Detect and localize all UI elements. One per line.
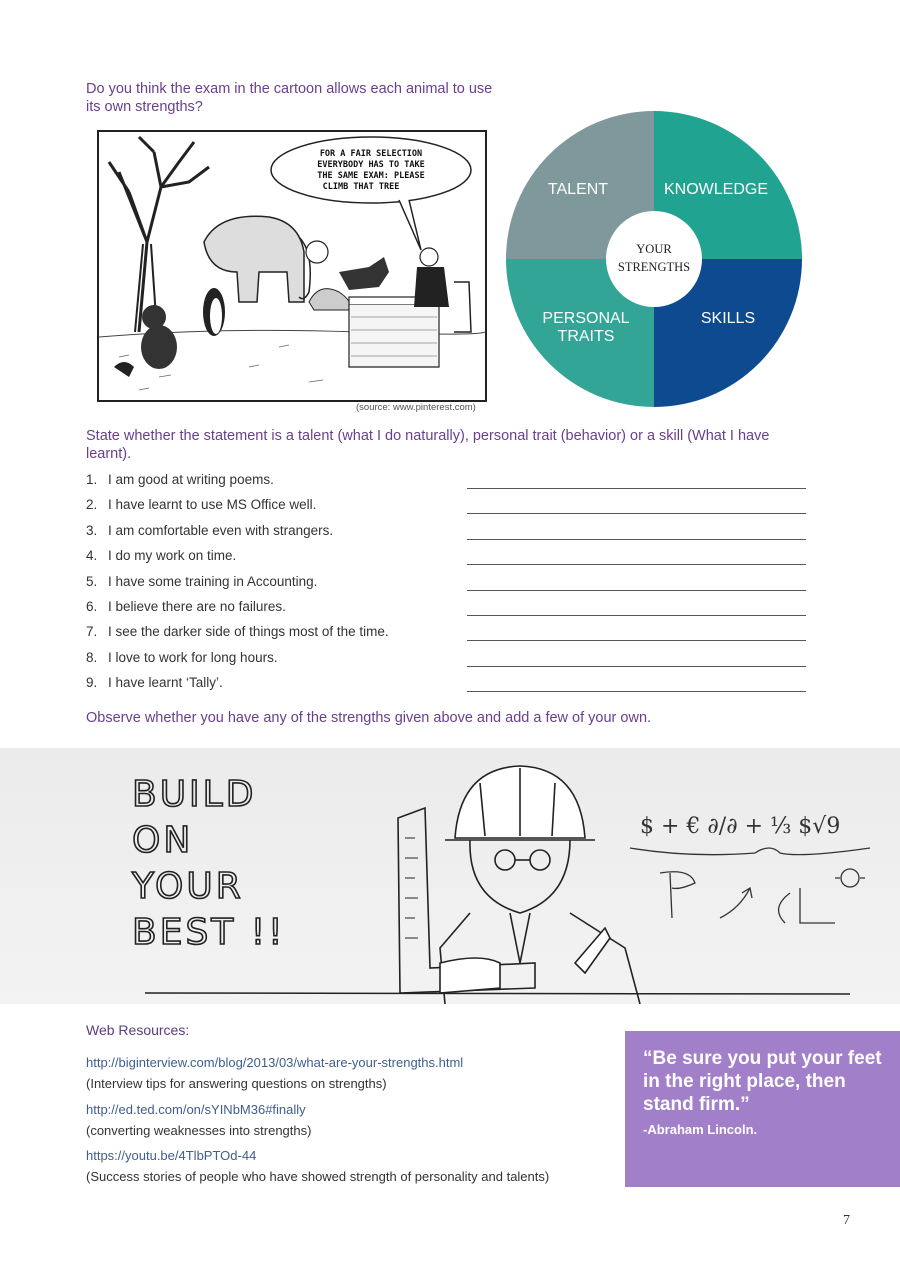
resource-description: (Success stories of people who have showed strength of personality and talents) <box>86 1169 550 1184</box>
resource-item <box>86 1148 606 1164</box>
list-item <box>86 574 806 599</box>
list-item <box>86 523 806 548</box>
traits-label: TRAITS <box>557 328 615 345</box>
answer-line[interactable] <box>467 488 806 489</box>
item-number: 7. <box>86 624 98 640</box>
item-number: 4. <box>86 548 98 564</box>
cartoon-drawing <box>99 132 485 400</box>
answer-line[interactable] <box>467 691 806 692</box>
resource-link[interactable]: http://biginterview.com/blog/2013/03/what-are-your-strengths.html <box>86 1055 464 1070</box>
center-label-strengths: STRENGTHS <box>617 260 691 274</box>
skills-label: SKILLS <box>700 310 756 327</box>
build-on-your-best-banner <box>0 748 900 1004</box>
web-resources-title: Web Resources: <box>86 1022 190 1038</box>
quote-author: -Abraham Lincoln. <box>643 1122 758 1137</box>
list-item <box>86 675 806 700</box>
speech-line-2: EVERYBODY HAS TO TAKE <box>317 160 425 170</box>
answer-line[interactable] <box>467 640 806 641</box>
list-item <box>86 472 806 497</box>
formula-doodle <box>630 814 870 923</box>
speech-line-4: CLIMB THAT TREE <box>322 182 400 192</box>
resource-item <box>86 1055 606 1071</box>
item-number: 1. <box>86 472 98 487</box>
item-number: 9. <box>86 675 98 691</box>
statement-list <box>86 472 806 701</box>
item-number: 3. <box>86 522 98 538</box>
cartoon-source: (source: www.pinterest.com) <box>356 402 476 413</box>
item-text: I love to work for long hours. <box>108 649 278 665</box>
banner-line-3: YOUR <box>132 866 244 907</box>
svg-text:$ + € ∂/∂ + ⅓ $√9: $ + € ∂/∂ + ⅓ $√9 <box>640 814 841 839</box>
engineer-drawing <box>440 766 640 1004</box>
resource-link[interactable]: https://youtu.be/4TlbPTOd-44 <box>86 1148 257 1163</box>
exam-cartoon <box>97 130 487 402</box>
list-item <box>86 548 806 573</box>
item-text: I have learnt ‘Tally’. <box>108 675 223 691</box>
resource-description: (Interview tips for answering questions on strengths) <box>86 1076 387 1091</box>
item-text: I see the darker side of things most of the time. <box>108 624 389 640</box>
resource-item <box>86 1102 606 1118</box>
speech-line-1: FOR A FAIR SELECTION <box>319 149 423 159</box>
banner-line-2: ON <box>132 820 194 861</box>
answer-line[interactable] <box>467 666 806 667</box>
speech-line-3: THE SAME EXAM: PLEASE <box>317 171 425 181</box>
center-label-your: YOUR <box>636 242 672 256</box>
list-item <box>86 650 806 675</box>
personal-label: PERSONAL <box>542 310 630 327</box>
intro-question: Do you think the exam in the cartoon allows each animal to use its own strengths? <box>86 81 493 115</box>
list-item <box>86 599 806 624</box>
item-text: I have some training in Accounting. <box>108 573 318 589</box>
statement-question: State whether the statement is a talent (what I do naturally), personal trait (behavior) or a skill (What I have learnt). <box>86 428 770 462</box>
item-number: 6. <box>86 598 98 614</box>
answer-line[interactable] <box>467 590 806 591</box>
item-text: I believe there are no failures. <box>108 598 286 614</box>
talent-label: TALENT <box>547 181 609 198</box>
strengths-wheel <box>506 111 802 407</box>
answer-line[interactable] <box>467 539 806 540</box>
knowledge-label: KNOWLEDGE <box>663 181 769 198</box>
item-text: I am comfortable even with strangers. <box>108 522 334 538</box>
banner-line-1: BUILD <box>132 774 257 815</box>
quote-box <box>625 1031 900 1187</box>
item-number: 5. <box>86 573 98 589</box>
page-number: 7 <box>843 1213 850 1228</box>
answer-line[interactable] <box>467 615 806 616</box>
resource-description: (converting weaknesses into strengths) <box>86 1123 312 1138</box>
observe-instruction: Observe whether you have any of the strengths given above and add a few of your own. <box>86 710 652 726</box>
item-text: I am good at writing poems. <box>108 472 274 487</box>
banner-line-4: BEST !! <box>132 912 286 953</box>
answer-line[interactable] <box>467 513 806 514</box>
list-item <box>86 497 806 522</box>
quote-text: “Be sure you put your feet in the right place, then stand firm.” <box>643 1048 882 1115</box>
item-text: I have learnt to use MS Office well. <box>108 497 317 513</box>
answer-line[interactable] <box>467 564 806 565</box>
resource-link[interactable]: http://ed.ted.com/on/sYINbM36#finally <box>86 1102 306 1117</box>
item-text: I do my work on time. <box>108 548 237 564</box>
item-number: 8. <box>86 649 98 665</box>
item-number: 2. <box>86 497 98 513</box>
list-item <box>86 624 806 649</box>
